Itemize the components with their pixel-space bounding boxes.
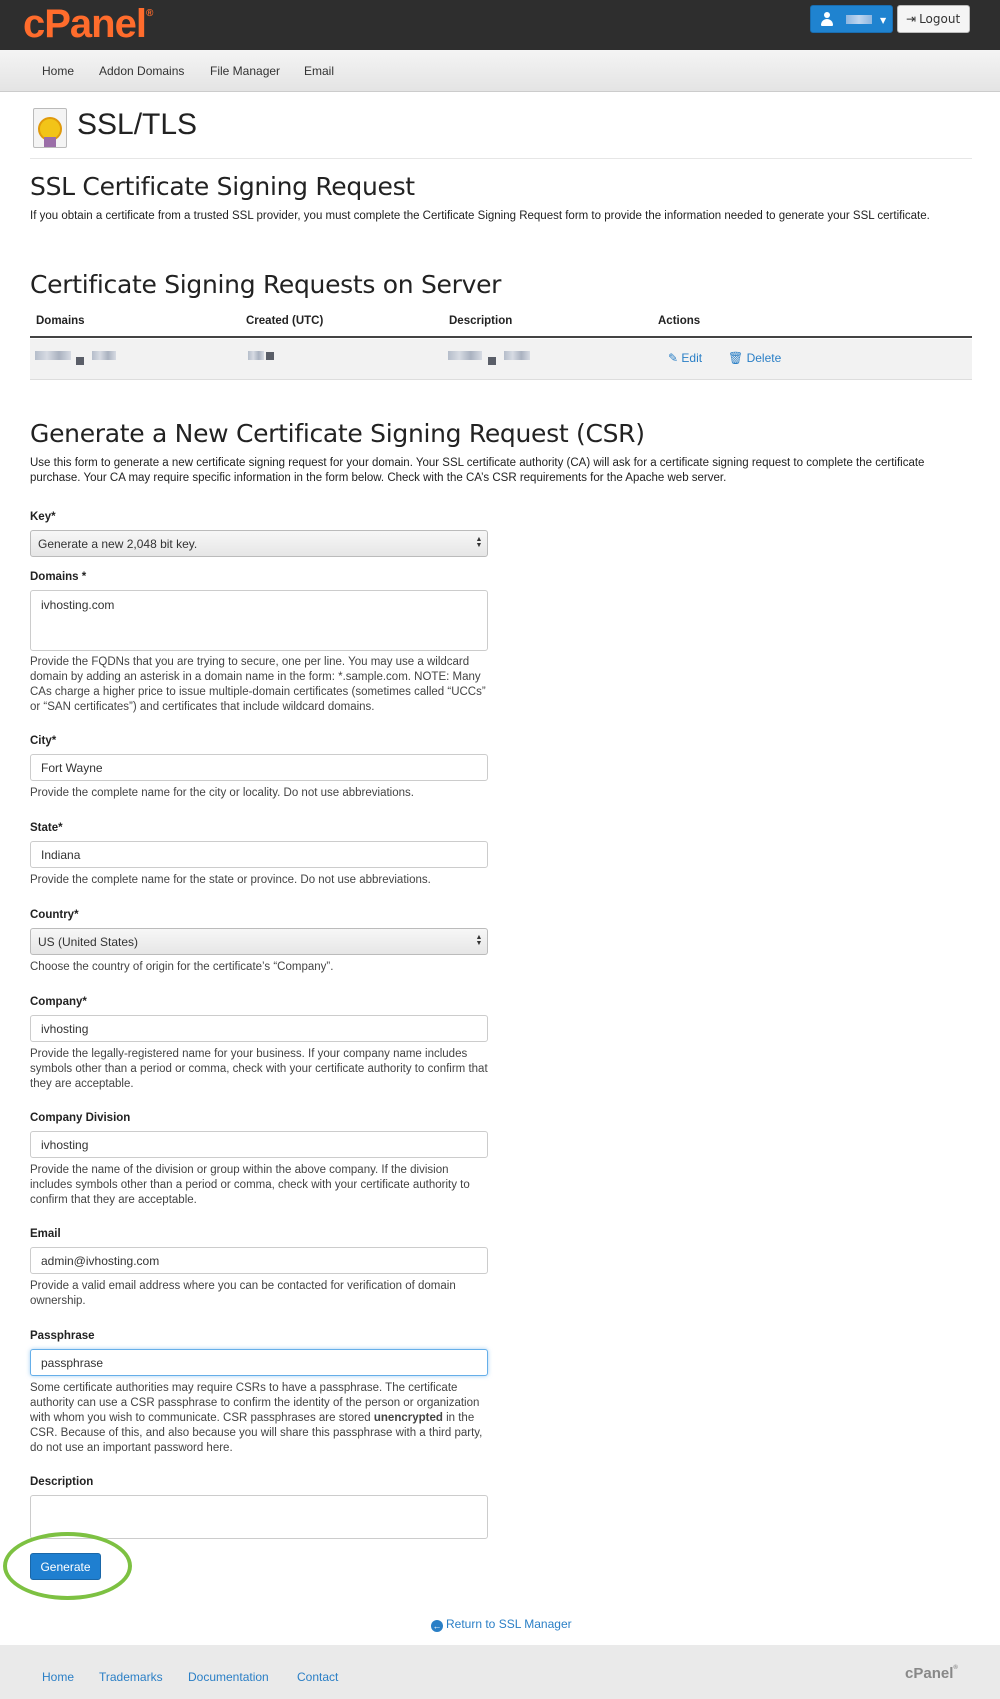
- logo-text: cPanel: [23, 2, 146, 46]
- country-select[interactable]: [30, 928, 488, 955]
- logout-icon: ⇥: [906, 12, 917, 26]
- edit-link[interactable]: [668, 351, 702, 365]
- page-title: SSL/TLS: [77, 108, 198, 141]
- delete-label: Delete: [746, 351, 782, 365]
- footer-link-trademarks[interactable]: Trademarks: [99, 1670, 163, 1684]
- username-redacted: [846, 15, 872, 24]
- domains-help: Provide the FQDNs that you are trying to secure, one per line. You may use a wildcard domain by adding an asterisk in a domain name in the form: *.sample.com. NOTE: Many CAs charge a higher price to issue multiple-domain certificates (sometimes called “UCCs” or “SAN certificates”) and certificates that include wildcard domains.: [30, 656, 486, 713]
- country-help: Choose the country of origin for the certificate’s “Company”.: [30, 961, 334, 973]
- footer: [0, 1645, 1000, 1699]
- cpanel-logo[interactable]: [23, 2, 152, 47]
- logout-button[interactable]: [897, 5, 970, 33]
- nav-item-file-manager[interactable]: File Manager: [210, 64, 281, 78]
- return-link-label: Return to SSL Manager: [446, 1617, 572, 1631]
- email-label: Email: [30, 1228, 61, 1240]
- description-textarea[interactable]: [30, 1495, 488, 1539]
- passphrase-input[interactable]: passphrase: [30, 1349, 488, 1376]
- select-arrows-icon: ▲ ▼: [475, 934, 483, 947]
- csr-intro-text: If you obtain a certificate from a trusted SSL provider, you must complete the Certificate Signing Request form to provide the information needed to generate your SSL certificate.: [30, 210, 930, 222]
- column-header-domains: Domains: [36, 315, 85, 327]
- logo-mark: ®: [145, 8, 153, 19]
- csr-table-header: [30, 311, 972, 338]
- nav-item-home[interactable]: Home: [42, 64, 75, 78]
- company-division-label: Company Division: [30, 1112, 131, 1124]
- nav-item-email[interactable]: Email: [304, 64, 335, 78]
- passphrase-help-text: Some certificate authorities may require CSRs to have a passphrase. The certificate authority can use a CSR passphrase to confirm the identity of the person or organization with whom you wish to communicate. CSR passphrases are stored: [30, 1382, 480, 1424]
- footer-logo-text: cPanel: [905, 1665, 954, 1682]
- city-label: City*: [30, 735, 57, 747]
- country-label: Country*: [30, 909, 79, 921]
- domains-textarea[interactable]: ivhosting.com: [30, 590, 488, 651]
- passphrase-help: [30, 1381, 490, 1456]
- footer-logo-mark: ®: [953, 1665, 958, 1671]
- generate-heading: Generate a New Certificate Signing Request (CSR): [30, 419, 645, 448]
- arrow-left-circle-icon: ←: [432, 1621, 442, 1631]
- footer-link-contact[interactable]: Contact: [297, 1670, 339, 1684]
- delete-link[interactable]: [728, 351, 781, 365]
- column-header-description: Description: [449, 315, 513, 327]
- key-select[interactable]: [30, 530, 488, 557]
- passphrase-help-emphasis: unencrypted: [373, 1412, 443, 1424]
- edit-label: Edit: [681, 351, 703, 365]
- user-menu-button[interactable]: [810, 5, 893, 33]
- description-label: Description: [30, 1476, 94, 1488]
- table-row: [30, 339, 972, 380]
- city-help: Provide the complete name for the city or locality. Do not use abbreviations.: [30, 787, 414, 799]
- key-select-value: Generate a new 2,048 bit key.: [38, 537, 198, 551]
- top-bar: [0, 0, 1000, 50]
- domains-label: Domains *: [30, 571, 87, 583]
- divider: [30, 158, 972, 159]
- nav-bar: [0, 50, 1000, 92]
- footer-cpanel-logo: [905, 1665, 958, 1682]
- state-label: State*: [30, 822, 63, 834]
- company-help: Provide the legally-registered name for your business. If your company name includes symbols other than a period or comma, check with your certificate authority to confirm that they are acceptable.: [30, 1048, 488, 1090]
- email-help: Provide a valid email address where you can be contacted for verification of domain ownership.: [30, 1280, 456, 1307]
- generate-intro-text: Use this form to generate a new certificate signing request for your domain. Your SSL certificate authority (CA) will ask for a certificate signing request to complete the certificate purchase. Your CA may require specific information in the form below. Check with the CA’s CSR requirements for the Apache web server.: [30, 457, 925, 484]
- column-header-actions: Actions: [658, 315, 701, 327]
- company-label: Company*: [30, 996, 87, 1008]
- generate-button[interactable]: Generate: [30, 1553, 101, 1580]
- csr-heading: SSL Certificate Signing Request: [30, 172, 415, 201]
- state-input[interactable]: Indiana: [30, 841, 488, 868]
- company-input[interactable]: ivhosting: [30, 1015, 488, 1042]
- email-input[interactable]: admin@ivhosting.com: [30, 1247, 488, 1274]
- country-select-value: US (United States): [38, 935, 139, 949]
- nav-item-addon-domains[interactable]: Addon Domains: [99, 64, 185, 78]
- state-help: Provide the complete name for the state or province. Do not use abbreviations.: [30, 874, 431, 886]
- select-arrows-icon: ▲ ▼: [475, 536, 483, 549]
- ssl-certificate-icon: [33, 108, 67, 148]
- footer-link-home[interactable]: Home: [42, 1670, 75, 1684]
- footer-link-documentation[interactable]: Documentation: [188, 1670, 269, 1684]
- column-header-created: Created (UTC): [246, 315, 324, 327]
- city-input[interactable]: Fort Wayne: [30, 754, 488, 781]
- company-division-help: Provide the name of the division or group within the above company. If the division includes symbols other than a period or comma, check with your certificate authority to confirm that they are acceptable.: [30, 1164, 470, 1206]
- return-to-ssl-manager-link[interactable]: [431, 1617, 572, 1632]
- user-icon: [821, 12, 833, 26]
- chevron-down-icon: ▼: [880, 16, 887, 25]
- passphrase-label: Passphrase: [30, 1330, 95, 1342]
- passphrase-help-text-end: in the CSR. Because of this, and also because you will share this passphrase with a third party, do not use an important password here.: [30, 1412, 483, 1454]
- trash-icon: 🗑: [728, 351, 744, 365]
- company-division-input[interactable]: ivhosting: [30, 1131, 488, 1158]
- pencil-icon: ✎: [668, 351, 679, 365]
- logout-label: Logout: [919, 12, 961, 26]
- key-label: Key*: [30, 511, 56, 523]
- csr-table-heading: Certificate Signing Requests on Server: [30, 270, 502, 299]
